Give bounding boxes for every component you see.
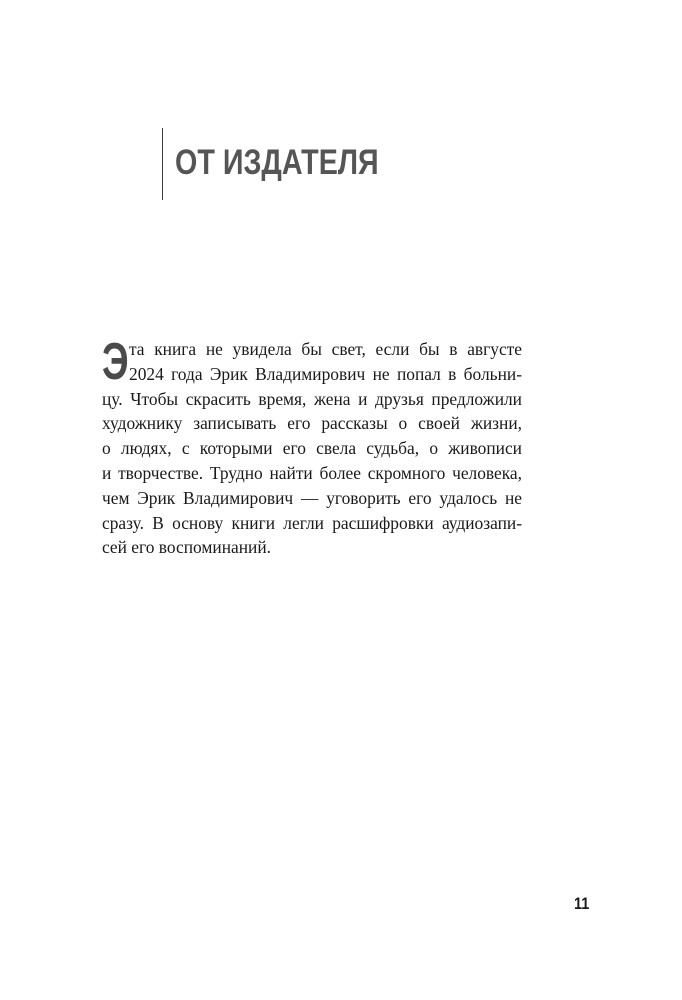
body-line: о людях, с которыми его свела судьба, о живописи [102, 438, 522, 459]
body-line: сразу. В основу книги легли расшифровки аудиозапи- [102, 512, 522, 533]
body-line: цу. Чтобы скрасить время, жена и друзья предложили [102, 388, 522, 409]
body-line: та книга не увидела бы свет, если бы в августе [129, 339, 522, 359]
body-line: художнику записывать его рассказы о своей жизни, [102, 413, 522, 434]
body-line: чем Эрик Владимирович — уговорить его удалось не [102, 487, 522, 508]
heading-vertical-rule [162, 128, 163, 200]
body-line: сей его воспоминаний. [102, 537, 271, 558]
body-line: и творчестве. Трудно найти более скромного человека, [102, 462, 522, 483]
body-paragraph [102, 333, 522, 560]
chapter-heading: ОТ ИЗДАТЕЛЯ [175, 143, 379, 182]
body-line: 2024 года Эрик Владимирович не попал в больни- [129, 363, 522, 384]
page-number: 11 [574, 894, 590, 913]
drop-cap-letter: Э [102, 333, 129, 391]
